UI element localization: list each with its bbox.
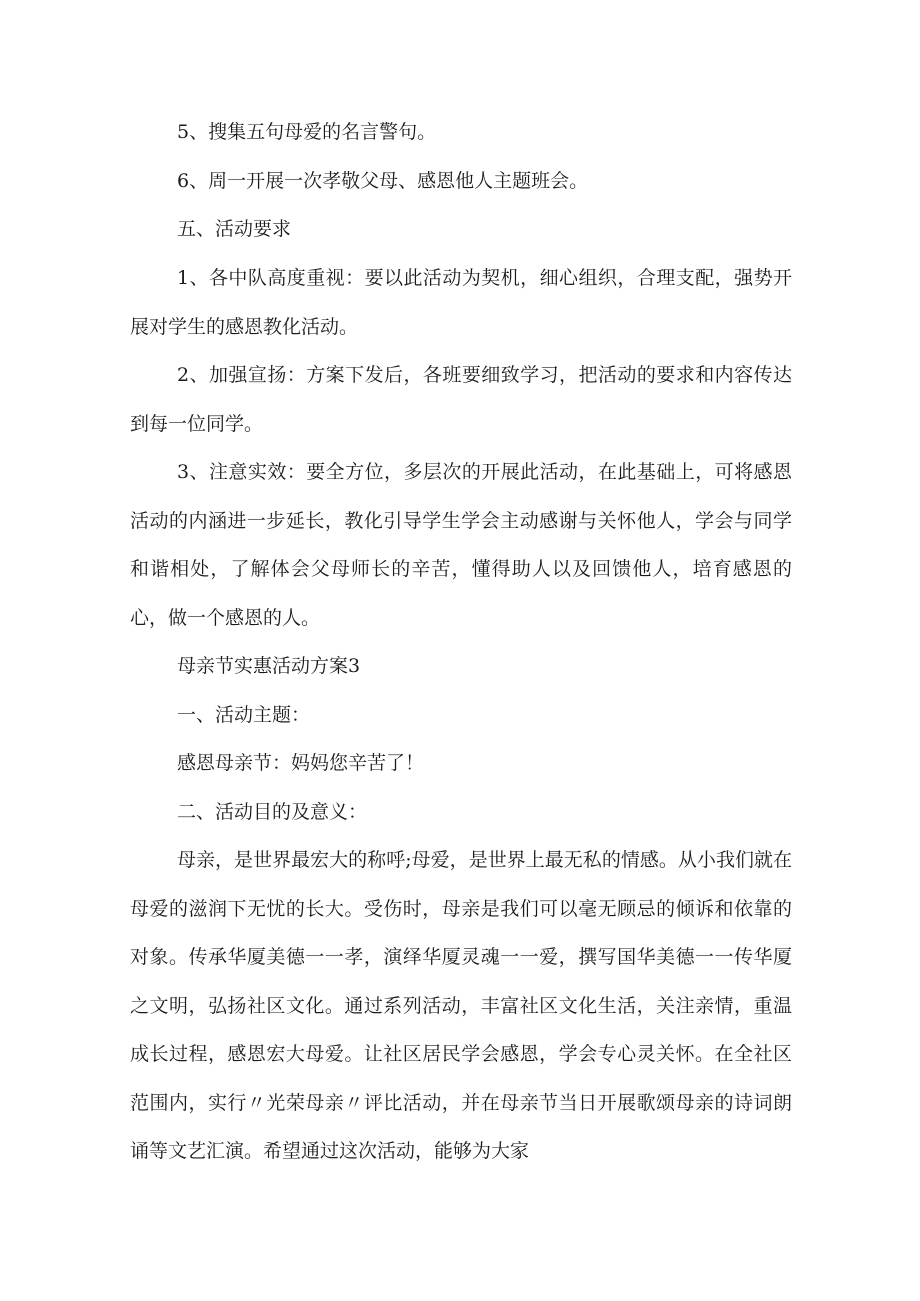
section-heading-requirements: 五、活动要求 xyxy=(177,218,292,240)
paragraph-requirement-1: 1、各中队高度重视：要以此活动为契机，细心组织，合理支配，强势开展对学生的感恩教化活动。 xyxy=(130,267,792,338)
paragraph-item-5: 5、搜集五句母爱的名言警句。 xyxy=(177,121,437,143)
paragraph-purpose-body: 母亲，是世界最宏大的称呼;母爱，是世界上最无私的情感。从小我们就在母爱的滋润下无忧的长大。受伤时，母亲是我们可以毫无顾忌的倾诉和依靠的对象。传承华厦美德一一孝，演绎华厦灵魂一一爱，撰写国华美德一一传华厦之文明，弘扬社区文化。通过系列活动，丰富社区文化生活，关注亲情，重温成长过程，感恩宏大母爱。让社区居民学会感恩，学会专心灵关怀。在全社区范围内，实行〃光荣母亲〃评比活动，并在母亲节当日开展歌颂母亲的诗词朗诵等文艺汇演。希望通过这次活动，能够为大家 xyxy=(130,849,792,1162)
document-title-3: 母亲节实惠活动方案3 xyxy=(177,655,361,677)
paragraph-requirement-3: 3、注意实效：要全方位，多层次的开展此活动，在此基础上，可将感恩活动的内涵进一步延长，教化引导学生学会主动感谢与关怀他人，学会与同学和谐相处，了解体会父母师长的辛苦，懂得助人以及回馈他人，培育感恩的心，做一个感恩的人。 xyxy=(130,461,792,629)
section-heading-purpose: 二、活动目的及意义： xyxy=(177,801,368,823)
paragraph-theme: 感恩母亲节：妈妈您辛苦了！ xyxy=(177,752,425,774)
paragraph-requirement-2: 2、加强宣扬：方案下发后，各班要细致学习，把活动的要求和内容传达到每一位同学。 xyxy=(130,364,792,435)
section-heading-theme: 一、活动主题： xyxy=(177,704,311,726)
paragraph-item-6: 6、周一开展一次孝敬父母、感恩他人主题班会。 xyxy=(177,170,589,192)
